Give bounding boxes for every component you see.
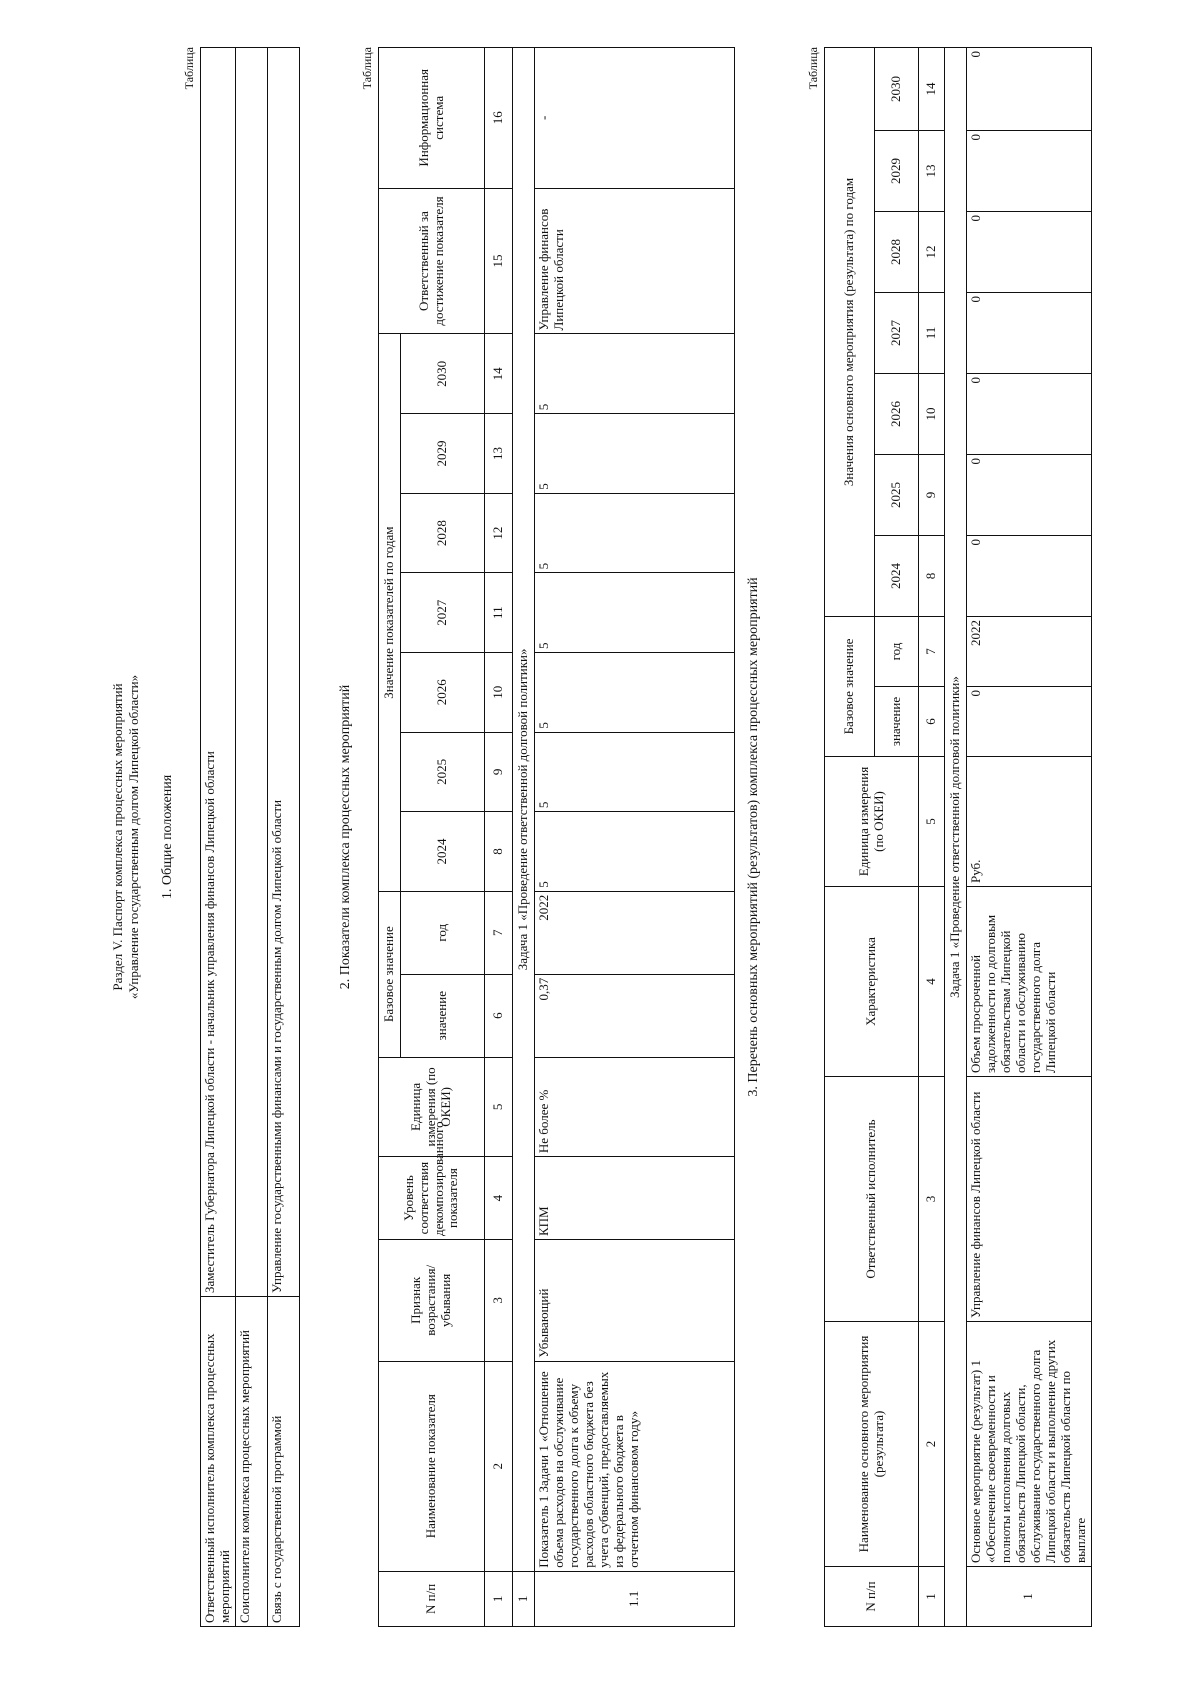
year-value: 0 xyxy=(967,211,1092,292)
table-row xyxy=(535,48,735,1627)
section2-title: 2. Показатели комплекса процессных мероприятий xyxy=(338,684,353,990)
year-value: 0 xyxy=(967,454,1092,535)
col-year-header: 2024 xyxy=(875,535,919,616)
column-number: 14 xyxy=(919,47,945,130)
column-number: 6 xyxy=(919,687,945,757)
info-system: - xyxy=(535,48,735,189)
column-number: 7 xyxy=(919,616,945,686)
col-info-header: Информационная система xyxy=(379,48,485,189)
year-value: 5 xyxy=(535,573,735,653)
col-name-header: Наименование основного мероприятия (результата) xyxy=(825,1322,919,1567)
section3-table-label: Таблица xyxy=(806,47,820,90)
table-row xyxy=(235,48,267,1627)
column-number: 4 xyxy=(485,1157,513,1240)
activity-executor: Управление финансов Липецкой области xyxy=(967,1077,1092,1322)
activity-name: Основное мероприятие (результат) 1 «Обеспечение своевременности и полноты исполнения долговых обязательств Липецкой области, обслуживание государственного долга Липецкой области и выполнение других обязательств Липецкой области по выплате xyxy=(967,1322,1092,1567)
col-level-header: Уровень соответствия декомпозированного показателя xyxy=(379,1157,485,1240)
column-number: 5 xyxy=(485,1057,513,1157)
col-years-group-header: Значения основного мероприятия (результата) по годам xyxy=(825,47,875,616)
activity-unit: Руб. xyxy=(967,757,1092,887)
column-number: 10 xyxy=(919,373,945,454)
col-year-header: 2028 xyxy=(401,493,485,573)
year-value: 5 xyxy=(535,334,735,414)
col-year-header: 2024 xyxy=(401,812,485,892)
indicator-sign: Убывающий xyxy=(535,1240,735,1362)
col-years-group-header: Значение показателей по годам xyxy=(379,334,401,891)
col-unit-header: Единица измерения (по ОКЕИ) xyxy=(825,757,919,887)
year-value: 0 xyxy=(967,47,1092,130)
col-year-header: 2027 xyxy=(401,573,485,653)
responsible: Управление финансов Липецкой области xyxy=(535,188,735,334)
column-number: 13 xyxy=(919,130,945,211)
year-value: 5 xyxy=(535,812,735,892)
col-sign-header: Признак возрастания/ убывания xyxy=(379,1240,485,1362)
section3-title: 3. Перечень основных мероприятий (результатов) комплекса процессных мероприятий xyxy=(746,577,761,1097)
column-number: 10 xyxy=(485,652,513,732)
col-year-header: 2030 xyxy=(401,334,485,414)
col-base-value-header: значение xyxy=(875,687,919,757)
indicator-level: КПМ xyxy=(535,1157,735,1240)
table-row xyxy=(267,48,299,1627)
row-label: Соисполнители комплекса процессных мероприятий xyxy=(235,1297,267,1627)
base-value: 0 xyxy=(967,687,1092,757)
col-base-value-header: значение xyxy=(401,974,485,1057)
col-num-header: N п/п xyxy=(825,1567,919,1627)
column-number: 14 xyxy=(485,334,513,414)
col-year-header: 2026 xyxy=(875,373,919,454)
activities-table xyxy=(824,47,1092,1627)
col-year-header: 2029 xyxy=(401,414,485,494)
column-number: 8 xyxy=(485,812,513,892)
col-name-header: Наименование показателя xyxy=(379,1361,485,1571)
section2-table-label: Таблица xyxy=(360,47,374,90)
column-number: 1 xyxy=(919,1567,945,1627)
row-label: Ответственный исполнитель комплекса процессных мероприятий xyxy=(201,1297,236,1627)
column-number: 11 xyxy=(485,573,513,653)
task-title: Задача 1 «Проведение ответственной долговой политики» xyxy=(513,48,535,1572)
activity-characteristic: Объем просроченной задолженности по долговым обязательствам Липецкой области и обслуживанию государственного долга Липецкой области xyxy=(967,887,1092,1077)
column-number: 12 xyxy=(485,493,513,573)
base-year: 2022 xyxy=(967,616,1092,686)
column-number: 12 xyxy=(919,211,945,292)
col-base-header: Базовое значение xyxy=(825,616,875,756)
column-number: 3 xyxy=(919,1077,945,1322)
col-year-header: 2025 xyxy=(401,732,485,812)
year-value: 5 xyxy=(535,414,735,494)
row-value: Заместитель Губернатора Липецкой области - начальник управления финансов Липецкой области xyxy=(201,48,236,1297)
general-info-table xyxy=(200,47,300,1627)
column-number: 6 xyxy=(485,974,513,1057)
column-number: 9 xyxy=(919,454,945,535)
column-number: 2 xyxy=(485,1361,513,1571)
task-title: Задача 1 «Проведение ответственной долговой политики» xyxy=(945,47,967,1626)
year-value: 5 xyxy=(535,732,735,812)
col-base-header: Базовое значение xyxy=(379,891,401,1057)
col-year-header: 2030 xyxy=(875,47,919,130)
column-number: 8 xyxy=(919,535,945,616)
row-label: Связь с государственной программой xyxy=(267,1297,299,1627)
table-row xyxy=(967,47,1092,1626)
document-header xyxy=(110,47,142,1627)
column-numbers-row xyxy=(485,48,513,1627)
col-responsible-header: Ответственный за достижение показателя xyxy=(379,188,485,334)
column-number: 15 xyxy=(485,188,513,334)
column-number: 2 xyxy=(919,1322,945,1567)
task-row xyxy=(513,48,535,1627)
col-unit-header: Единица измерения (по ОКЕИ) xyxy=(379,1057,485,1157)
year-value: 5 xyxy=(535,493,735,573)
col-year-header: 2028 xyxy=(875,211,919,292)
col-year-header: 2025 xyxy=(875,454,919,535)
column-number: 7 xyxy=(485,891,513,974)
row-number: 1.1 xyxy=(535,1571,735,1626)
column-number: 11 xyxy=(919,292,945,373)
column-number: 13 xyxy=(485,414,513,494)
section1-table-label: Таблица xyxy=(182,47,196,90)
section1-title: 1. Общие положения xyxy=(160,774,175,900)
year-value: 0 xyxy=(967,292,1092,373)
col-year-header: 2029 xyxy=(875,130,919,211)
col-year-header: 2027 xyxy=(875,292,919,373)
col-base-year-header: год xyxy=(401,891,485,974)
col-num-header: N п/п xyxy=(379,1571,485,1626)
row-value xyxy=(235,48,267,1297)
column-numbers-row xyxy=(919,47,945,1626)
task-row xyxy=(945,47,967,1626)
row-number: 1 xyxy=(967,1567,1092,1627)
column-number: 1 xyxy=(485,1571,513,1626)
year-value: 5 xyxy=(535,652,735,732)
year-value: 0 xyxy=(967,535,1092,616)
row-value: Управление государственными финансами и государственным долгом Липецкой области xyxy=(267,48,299,1297)
column-number: 5 xyxy=(919,757,945,887)
header-line-1: Раздел V. Паспорт комплекса процессных мероприятий xyxy=(110,683,125,991)
column-number: 16 xyxy=(485,48,513,189)
column-number: 9 xyxy=(485,732,513,812)
year-value: 0 xyxy=(967,373,1092,454)
table-row xyxy=(201,48,236,1627)
year-value: 0 xyxy=(967,130,1092,211)
col-base-year-header: год xyxy=(875,616,919,686)
col-exec-header: Ответственный исполнитель xyxy=(825,1077,919,1322)
base-value: 0,37 xyxy=(535,974,735,1057)
column-number: 4 xyxy=(919,887,945,1077)
indicator-name: Показатель 1 Задачи 1 «Отношение объема расходов на обслуживание государственного долга к объему расходов областного бюджета без учета субвенций, предоставляемых из федерального бюджета в отчетном финансовом году» xyxy=(535,1361,735,1571)
task-number: 1 xyxy=(513,1571,535,1626)
col-char-header: Характеристика xyxy=(825,887,919,1077)
column-number: 3 xyxy=(485,1240,513,1362)
base-year: 2022 xyxy=(535,891,735,974)
header-line-2: «Управление государственным долгом Липецкой области» xyxy=(126,674,141,1000)
col-year-header: 2026 xyxy=(401,652,485,732)
indicators-table xyxy=(378,47,735,1627)
indicator-unit: Не более % xyxy=(535,1057,735,1157)
